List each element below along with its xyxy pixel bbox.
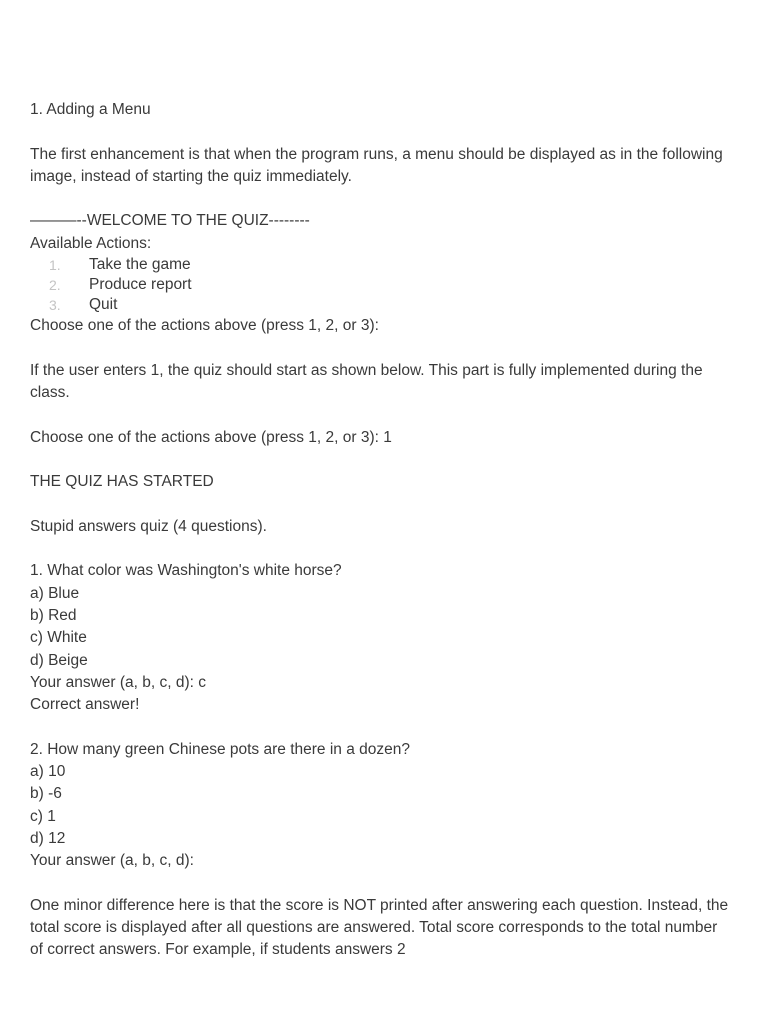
- q1-option-a: a) Blue: [30, 584, 80, 602]
- menu-item-label: Take the game: [89, 256, 191, 274]
- menu-prompt: Choose one of the actions above (press 1, 2, or 3):: [30, 317, 379, 335]
- q2-option-c: c) 1: [30, 807, 56, 825]
- list-number: 1.: [49, 257, 61, 274]
- q2-option-b: b) -6: [30, 785, 62, 803]
- spacer: [30, 188, 730, 210]
- spacer: [30, 716, 730, 738]
- spacer: [30, 404, 730, 426]
- q1-option-c: c) White: [30, 629, 87, 647]
- spacer: [30, 493, 730, 515]
- q1-result: Correct answer!: [30, 696, 140, 714]
- quiz-started-text: THE QUIZ HAS STARTED: [30, 473, 214, 491]
- spacer: [30, 337, 730, 359]
- list-number: 3.: [49, 297, 61, 314]
- q2-option-d: d) 12: [30, 829, 66, 847]
- q2-question: 2. How many green Chinese pots are there in a dozen?: [30, 740, 410, 758]
- spacer: [30, 121, 730, 143]
- intro-paragraph: The first enhancement is that when the program runs, a menu should be displayed as in the following image, instead of starting the quiz immediately.: [30, 145, 723, 185]
- q1-answer: Your answer (a, b, c, d): c: [30, 673, 207, 691]
- user-enters-paragraph: If the user enters 1, the quiz should start as shown below. This part is fully implemented during the class.: [30, 361, 703, 401]
- prompt-with-input: Choose one of the actions above (press 1, 2, or 3): 1: [30, 428, 392, 446]
- list-number: 2.: [49, 277, 61, 294]
- spacer: [30, 873, 730, 895]
- menu-item-produce-report: [30, 275, 730, 295]
- menu-list: [30, 255, 730, 315]
- menu-item-label: Quit: [89, 296, 118, 314]
- menu-item-quit: [30, 295, 730, 315]
- q1-question: 1. What color was Washington's white horse?: [30, 562, 342, 580]
- q1-option-d: d) Beige: [30, 651, 88, 669]
- document-body: [30, 99, 730, 962]
- q1-option-b: b) Red: [30, 606, 77, 624]
- available-actions-label: Available Actions:: [30, 234, 152, 252]
- menu-item-take-game: [30, 255, 730, 275]
- spacer: [30, 538, 730, 560]
- menu-item-label: Produce report: [89, 276, 192, 294]
- q2-answer: Your answer (a, b, c, d):: [30, 852, 194, 870]
- spacer: [30, 449, 730, 471]
- closing-paragraph: One minor difference here is that the score is NOT printed after answering each question. Instead, the total score is displayed after all questions are answered. Total score corresponds to the total number of correct answers. For example, if students answers 2: [30, 896, 729, 959]
- section-title: 1. Adding a Menu: [30, 101, 151, 118]
- quiz-name: Stupid answers quiz (4 questions).: [30, 517, 267, 535]
- menu-banner: ———--WELCOME TO THE QUIZ--------: [30, 212, 310, 230]
- q2-option-a: a) 10: [30, 763, 66, 781]
